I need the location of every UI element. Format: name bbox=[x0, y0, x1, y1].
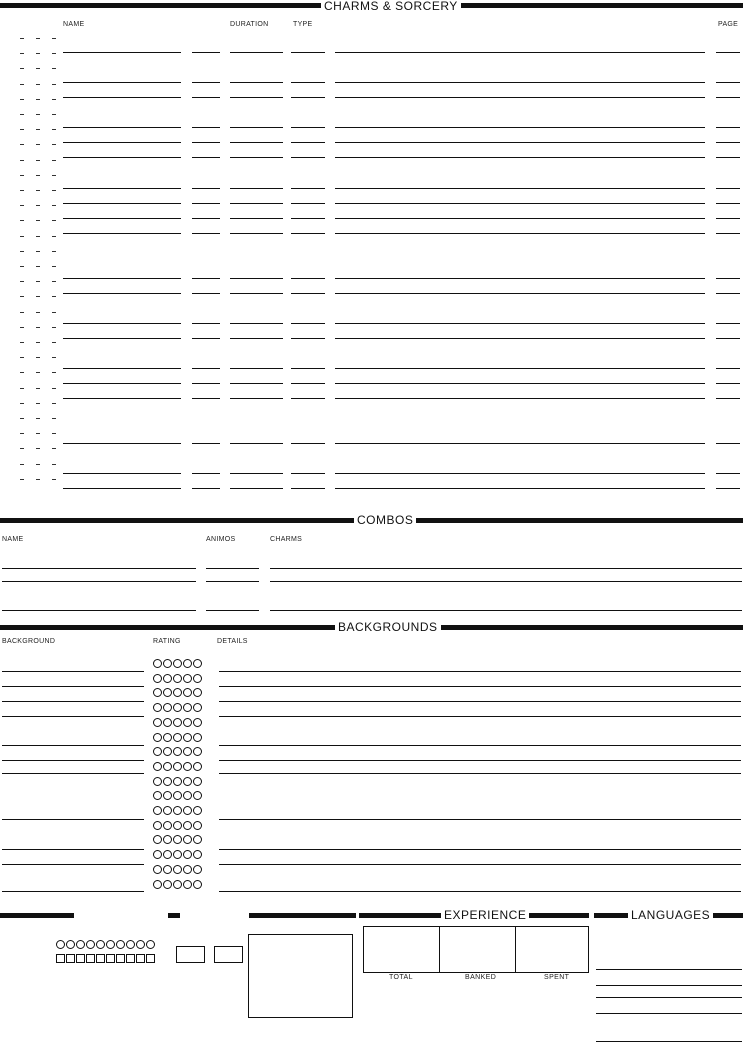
bottom-bar-mid bbox=[249, 913, 356, 918]
tick-mark bbox=[52, 68, 56, 69]
background-details-line[interactable] bbox=[219, 701, 741, 702]
background-rating-dots[interactable] bbox=[153, 703, 202, 712]
combo-name-line[interactable] bbox=[2, 568, 196, 569]
tick-mark bbox=[20, 448, 24, 449]
tick-mark bbox=[36, 327, 40, 328]
charm-cost-line[interactable] bbox=[192, 368, 220, 369]
charm-description-line[interactable] bbox=[335, 473, 705, 474]
charm-duration-line[interactable] bbox=[230, 398, 283, 399]
charm-cost-line[interactable] bbox=[192, 338, 220, 339]
tick-mark bbox=[52, 220, 56, 221]
charm-name-line[interactable] bbox=[63, 97, 181, 98]
charm-page-line[interactable] bbox=[716, 488, 740, 489]
charm-page-line[interactable] bbox=[716, 97, 740, 98]
charm-cost-line[interactable] bbox=[192, 127, 220, 128]
charm-description-line[interactable] bbox=[335, 323, 705, 324]
charm-name-line[interactable] bbox=[63, 398, 181, 399]
combo-charms-line[interactable] bbox=[270, 610, 742, 611]
charm-type-line[interactable] bbox=[291, 142, 325, 143]
charm-page-line[interactable] bbox=[716, 218, 740, 219]
charm-cost-line[interactable] bbox=[192, 278, 220, 279]
charm-page-line[interactable] bbox=[716, 127, 740, 128]
combo-charms-line[interactable] bbox=[270, 568, 742, 569]
tick-mark bbox=[20, 251, 24, 252]
charm-duration-line[interactable] bbox=[230, 203, 283, 204]
charm-name-line[interactable] bbox=[63, 293, 181, 294]
charm-duration-line[interactable] bbox=[230, 233, 283, 234]
value-box-1[interactable] bbox=[176, 946, 205, 963]
tick-mark bbox=[52, 99, 56, 100]
tick-mark bbox=[52, 160, 56, 161]
tick-mark bbox=[20, 205, 24, 206]
charm-duration-line[interactable] bbox=[230, 127, 283, 128]
background-name-line[interactable] bbox=[2, 760, 144, 761]
background-name-line[interactable] bbox=[2, 819, 144, 820]
tick-mark bbox=[20, 38, 24, 39]
charm-name-line[interactable] bbox=[63, 368, 181, 369]
tick-mark bbox=[36, 220, 40, 221]
tick-mark bbox=[52, 448, 56, 449]
tick-mark bbox=[52, 84, 56, 85]
tick-mark bbox=[36, 281, 40, 282]
charm-name-line[interactable] bbox=[63, 157, 181, 158]
tick-mark bbox=[36, 160, 40, 161]
combos-title: COMBOS bbox=[354, 514, 416, 526]
charm-name-line[interactable] bbox=[63, 82, 181, 83]
charms-title: CHARMS & SORCERY bbox=[321, 0, 461, 12]
language-line-2[interactable] bbox=[596, 985, 742, 986]
charm-page-line[interactable] bbox=[716, 233, 740, 234]
combos-header-name: NAME bbox=[2, 536, 24, 543]
tick-mark bbox=[36, 129, 40, 130]
tick-mark bbox=[52, 38, 56, 39]
background-details-line[interactable] bbox=[219, 745, 741, 746]
tick-mark bbox=[52, 403, 56, 404]
tick-mark bbox=[20, 129, 24, 130]
charm-cost-line[interactable] bbox=[192, 443, 220, 444]
tick-mark bbox=[36, 479, 40, 480]
tick-mark bbox=[36, 403, 40, 404]
background-details-line[interactable] bbox=[219, 760, 741, 761]
charm-duration-line[interactable] bbox=[230, 142, 283, 143]
charm-page-line[interactable] bbox=[716, 368, 740, 369]
charm-duration-line[interactable] bbox=[230, 218, 283, 219]
charm-page-line[interactable] bbox=[716, 52, 740, 53]
combo-anima-line[interactable] bbox=[206, 581, 259, 582]
experience-banked-label: BANKED bbox=[465, 974, 497, 981]
tick-mark bbox=[20, 327, 24, 328]
tick-mark bbox=[20, 296, 24, 297]
background-rating-dots[interactable] bbox=[153, 718, 202, 727]
charm-description-line[interactable] bbox=[335, 52, 705, 53]
tick-mark bbox=[52, 53, 56, 54]
charm-type-line[interactable] bbox=[291, 323, 325, 324]
tick-mark bbox=[52, 205, 56, 206]
language-line-4[interactable] bbox=[596, 1013, 742, 1014]
backgrounds-header-rating: RATING bbox=[153, 638, 181, 645]
background-details-line[interactable] bbox=[219, 773, 741, 774]
tick-mark bbox=[52, 296, 56, 297]
tick-mark bbox=[20, 190, 24, 191]
charm-description-line[interactable] bbox=[335, 188, 705, 189]
tick-mark bbox=[20, 99, 24, 100]
combo-charms-line[interactable] bbox=[270, 581, 742, 582]
experience-total-label: TOTAL bbox=[389, 974, 413, 981]
charm-description-line[interactable] bbox=[335, 488, 705, 489]
tick-mark bbox=[20, 418, 24, 419]
background-details-line[interactable] bbox=[219, 849, 741, 850]
charm-type-line[interactable] bbox=[291, 338, 325, 339]
tick-mark bbox=[20, 160, 24, 161]
charm-type-line[interactable] bbox=[291, 443, 325, 444]
background-details-line[interactable] bbox=[219, 819, 741, 820]
experience-box bbox=[363, 926, 589, 973]
charm-duration-line[interactable] bbox=[230, 82, 283, 83]
tick-mark bbox=[36, 372, 40, 373]
tick-mark bbox=[36, 144, 40, 145]
tick-mark bbox=[20, 372, 24, 373]
background-rating-dots[interactable] bbox=[153, 674, 202, 683]
tick-mark bbox=[52, 281, 56, 282]
experience-divider-1 bbox=[439, 926, 440, 973]
bottom-bar-small bbox=[168, 913, 180, 918]
tick-mark bbox=[20, 266, 24, 267]
tick-mark bbox=[52, 327, 56, 328]
background-rating-dots[interactable] bbox=[153, 806, 202, 815]
background-name-line[interactable] bbox=[2, 864, 144, 865]
charm-cost-line[interactable] bbox=[192, 383, 220, 384]
charm-cost-line[interactable] bbox=[192, 233, 220, 234]
charm-duration-line[interactable] bbox=[230, 293, 283, 294]
charm-type-line[interactable] bbox=[291, 398, 325, 399]
tick-mark bbox=[52, 114, 56, 115]
background-rating-dots[interactable] bbox=[153, 835, 202, 844]
background-name-line[interactable] bbox=[2, 686, 144, 687]
charm-name-line[interactable] bbox=[63, 488, 181, 489]
tick-mark bbox=[36, 205, 40, 206]
background-rating-dots[interactable] bbox=[153, 688, 202, 697]
background-rating-dots[interactable] bbox=[153, 850, 202, 859]
charm-duration-line[interactable] bbox=[230, 97, 283, 98]
tick-mark bbox=[52, 236, 56, 237]
charm-cost-line[interactable] bbox=[192, 142, 220, 143]
charm-duration-line[interactable] bbox=[230, 52, 283, 53]
tick-mark bbox=[52, 175, 56, 176]
tick-mark bbox=[36, 388, 40, 389]
language-line-5[interactable] bbox=[596, 1041, 742, 1042]
charm-type-line[interactable] bbox=[291, 52, 325, 53]
background-name-line[interactable] bbox=[2, 671, 144, 672]
tick-mark bbox=[20, 433, 24, 434]
tick-mark bbox=[52, 479, 56, 480]
tick-mark bbox=[36, 53, 40, 54]
charm-description-line[interactable] bbox=[335, 398, 705, 399]
tick-mark bbox=[36, 448, 40, 449]
charm-page-line[interactable] bbox=[716, 278, 740, 279]
tick-mark bbox=[52, 357, 56, 358]
charm-name-line[interactable] bbox=[63, 383, 181, 384]
tick-mark bbox=[20, 403, 24, 404]
tick-mark bbox=[36, 84, 40, 85]
charms-header-name: NAME bbox=[63, 21, 85, 28]
charm-type-line[interactable] bbox=[291, 218, 325, 219]
charm-page-line[interactable] bbox=[716, 82, 740, 83]
charm-duration-line[interactable] bbox=[230, 188, 283, 189]
charm-duration-line[interactable] bbox=[230, 443, 283, 444]
tick-mark bbox=[20, 144, 24, 145]
background-rating-dots[interactable] bbox=[153, 821, 202, 830]
tick-mark bbox=[52, 464, 56, 465]
charm-duration-line[interactable] bbox=[230, 488, 283, 489]
tick-mark bbox=[36, 312, 40, 313]
tick-mark bbox=[20, 236, 24, 237]
background-details-line[interactable] bbox=[219, 671, 741, 672]
tick-mark bbox=[52, 418, 56, 419]
charm-description-line[interactable] bbox=[335, 368, 705, 369]
tick-mark bbox=[36, 433, 40, 434]
background-rating-dots[interactable] bbox=[153, 659, 202, 668]
charm-cost-line[interactable] bbox=[192, 293, 220, 294]
charm-cost-line[interactable] bbox=[192, 323, 220, 324]
charm-type-line[interactable] bbox=[291, 188, 325, 189]
background-rating-dots[interactable] bbox=[153, 865, 202, 874]
tick-mark bbox=[20, 388, 24, 389]
charm-name-line[interactable] bbox=[63, 323, 181, 324]
charm-description-line[interactable] bbox=[335, 443, 705, 444]
tick-mark bbox=[20, 357, 24, 358]
charm-type-line[interactable] bbox=[291, 488, 325, 489]
charms-header-type: TYPE bbox=[293, 21, 313, 28]
tick-mark bbox=[36, 464, 40, 465]
charm-page-line[interactable] bbox=[716, 293, 740, 294]
tick-mark bbox=[20, 175, 24, 176]
backgrounds-header-background: BACKGROUND bbox=[2, 638, 56, 645]
charm-name-line[interactable] bbox=[63, 52, 181, 53]
experience-spent-label: SPENT bbox=[544, 974, 570, 981]
charm-cost-line[interactable] bbox=[192, 157, 220, 158]
bottom-bar-left bbox=[0, 913, 74, 918]
background-name-line[interactable] bbox=[2, 773, 144, 774]
charm-name-line[interactable] bbox=[63, 142, 181, 143]
charm-page-line[interactable] bbox=[716, 338, 740, 339]
tick-mark bbox=[52, 388, 56, 389]
charm-cost-line[interactable] bbox=[192, 52, 220, 53]
combo-anima-line[interactable] bbox=[206, 568, 259, 569]
background-name-line[interactable] bbox=[2, 745, 144, 746]
charm-page-line[interactable] bbox=[716, 323, 740, 324]
charm-name-line[interactable] bbox=[63, 188, 181, 189]
charm-name-line[interactable] bbox=[63, 218, 181, 219]
combo-name-line[interactable] bbox=[2, 610, 196, 611]
charm-cost-line[interactable] bbox=[192, 218, 220, 219]
charm-description-line[interactable] bbox=[335, 97, 705, 98]
tick-mark bbox=[36, 296, 40, 297]
charm-name-line[interactable] bbox=[63, 278, 181, 279]
charm-name-line[interactable] bbox=[63, 443, 181, 444]
background-details-line[interactable] bbox=[219, 716, 741, 717]
charm-description-line[interactable] bbox=[335, 278, 705, 279]
charm-description-line[interactable] bbox=[335, 203, 705, 204]
charm-description-line[interactable] bbox=[335, 383, 705, 384]
charm-page-line[interactable] bbox=[716, 398, 740, 399]
tick-mark bbox=[36, 418, 40, 419]
charm-cost-line[interactable] bbox=[192, 203, 220, 204]
tick-mark bbox=[36, 236, 40, 237]
charm-type-line[interactable] bbox=[291, 97, 325, 98]
charm-page-line[interactable] bbox=[716, 383, 740, 384]
tick-mark bbox=[36, 68, 40, 69]
background-rating-dots[interactable] bbox=[153, 777, 202, 786]
tick-mark bbox=[36, 99, 40, 100]
charm-type-line[interactable] bbox=[291, 383, 325, 384]
background-rating-dots[interactable] bbox=[153, 762, 202, 771]
background-details-line[interactable] bbox=[219, 891, 741, 892]
charm-duration-line[interactable] bbox=[230, 473, 283, 474]
charm-name-line[interactable] bbox=[63, 338, 181, 339]
charm-name-line[interactable] bbox=[63, 203, 181, 204]
tick-mark bbox=[20, 464, 24, 465]
charm-cost-line[interactable] bbox=[192, 473, 220, 474]
tick-mark bbox=[52, 144, 56, 145]
backgrounds-title: BACKGROUNDS bbox=[335, 621, 441, 633]
charm-description-line[interactable] bbox=[335, 82, 705, 83]
charm-name-line[interactable] bbox=[63, 127, 181, 128]
combos-header-anima: ANIMOS bbox=[206, 536, 236, 543]
charm-type-line[interactable] bbox=[291, 233, 325, 234]
tick-mark bbox=[52, 129, 56, 130]
charm-type-line[interactable] bbox=[291, 203, 325, 204]
charm-name-line[interactable] bbox=[63, 233, 181, 234]
tick-mark bbox=[20, 68, 24, 69]
background-name-line[interactable] bbox=[2, 849, 144, 850]
tick-mark bbox=[52, 342, 56, 343]
willpower-dots[interactable] bbox=[56, 940, 155, 949]
background-name-line[interactable] bbox=[2, 891, 144, 892]
charm-cost-line[interactable] bbox=[192, 488, 220, 489]
tick-mark bbox=[20, 342, 24, 343]
charm-type-line[interactable] bbox=[291, 293, 325, 294]
tick-mark bbox=[52, 266, 56, 267]
value-box-2[interactable] bbox=[214, 946, 243, 963]
charm-cost-line[interactable] bbox=[192, 97, 220, 98]
combo-name-line[interactable] bbox=[2, 581, 196, 582]
charm-duration-line[interactable] bbox=[230, 157, 283, 158]
charm-description-line[interactable] bbox=[335, 157, 705, 158]
tick-mark bbox=[36, 357, 40, 358]
charm-type-line[interactable] bbox=[291, 473, 325, 474]
charm-description-line[interactable] bbox=[335, 293, 705, 294]
charms-header-page: PAGE bbox=[718, 21, 739, 28]
tick-mark bbox=[36, 266, 40, 267]
background-rating-dots[interactable] bbox=[153, 747, 202, 756]
charm-description-line[interactable] bbox=[335, 142, 705, 143]
backgrounds-header-details: DETAILS bbox=[217, 638, 248, 645]
background-details-line[interactable] bbox=[219, 686, 741, 687]
tick-mark bbox=[52, 190, 56, 191]
combos-header-charms: CHARMS bbox=[270, 536, 303, 543]
charm-description-line[interactable] bbox=[335, 127, 705, 128]
notes-box[interactable] bbox=[248, 934, 353, 1018]
tick-mark bbox=[36, 342, 40, 343]
languages-title: LANGUAGES bbox=[628, 909, 713, 921]
charm-duration-line[interactable] bbox=[230, 338, 283, 339]
background-rating-dots[interactable] bbox=[153, 733, 202, 742]
tick-mark bbox=[52, 251, 56, 252]
charm-type-line[interactable] bbox=[291, 127, 325, 128]
language-line-1[interactable] bbox=[596, 969, 742, 970]
tick-mark bbox=[52, 433, 56, 434]
tick-mark bbox=[36, 114, 40, 115]
background-rating-dots[interactable] bbox=[153, 791, 202, 800]
charm-cost-line[interactable] bbox=[192, 398, 220, 399]
background-name-line[interactable] bbox=[2, 716, 144, 717]
charm-type-line[interactable] bbox=[291, 157, 325, 158]
tick-mark bbox=[20, 53, 24, 54]
charm-type-line[interactable] bbox=[291, 368, 325, 369]
charm-page-line[interactable] bbox=[716, 142, 740, 143]
charm-page-line[interactable] bbox=[716, 203, 740, 204]
charm-duration-line[interactable] bbox=[230, 368, 283, 369]
charm-duration-line[interactable] bbox=[230, 383, 283, 384]
tick-mark bbox=[36, 190, 40, 191]
charm-page-line[interactable] bbox=[716, 443, 740, 444]
tick-mark bbox=[36, 38, 40, 39]
tick-mark bbox=[52, 372, 56, 373]
charm-page-line[interactable] bbox=[716, 188, 740, 189]
tick-mark bbox=[36, 251, 40, 252]
charm-description-line[interactable] bbox=[335, 233, 705, 234]
background-name-line[interactable] bbox=[2, 701, 144, 702]
tick-mark bbox=[20, 479, 24, 480]
tick-mark bbox=[20, 84, 24, 85]
charm-type-line[interactable] bbox=[291, 278, 325, 279]
charm-cost-line[interactable] bbox=[192, 188, 220, 189]
background-details-line[interactable] bbox=[219, 864, 741, 865]
charm-description-line[interactable] bbox=[335, 218, 705, 219]
charm-duration-line[interactable] bbox=[230, 323, 283, 324]
charm-name-line[interactable] bbox=[63, 473, 181, 474]
tick-mark bbox=[20, 220, 24, 221]
language-line-3[interactable] bbox=[596, 997, 742, 998]
background-rating-dots[interactable] bbox=[153, 880, 202, 889]
tick-mark bbox=[20, 312, 24, 313]
charm-cost-line[interactable] bbox=[192, 82, 220, 83]
experience-title: EXPERIENCE bbox=[441, 909, 529, 921]
combo-anima-line[interactable] bbox=[206, 610, 259, 611]
charm-page-line[interactable] bbox=[716, 157, 740, 158]
tick-mark bbox=[52, 312, 56, 313]
tick-mark bbox=[36, 175, 40, 176]
willpower-boxes[interactable] bbox=[56, 954, 155, 963]
charm-description-line[interactable] bbox=[335, 338, 705, 339]
experience-divider-2 bbox=[515, 926, 516, 973]
tick-mark bbox=[20, 281, 24, 282]
charm-type-line[interactable] bbox=[291, 82, 325, 83]
charms-header-duration: DURATION bbox=[230, 21, 269, 28]
charm-duration-line[interactable] bbox=[230, 278, 283, 279]
tick-mark bbox=[20, 114, 24, 115]
charm-page-line[interactable] bbox=[716, 473, 740, 474]
